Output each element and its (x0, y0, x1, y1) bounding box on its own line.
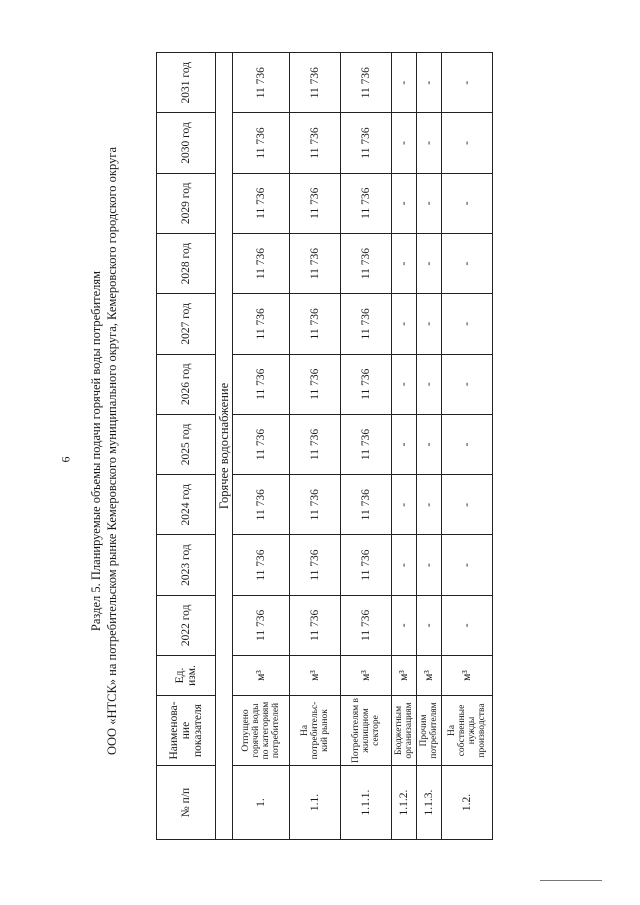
row-number: 1.1.1. (341, 766, 392, 840)
value-cell: 11 736 (290, 233, 341, 293)
value-cell: - (417, 173, 442, 233)
row-unit: м³ (417, 656, 442, 696)
value-cell: - (392, 113, 417, 173)
row-number: 1.1.3. (417, 766, 442, 840)
footer-divider (540, 880, 602, 881)
value-cell: 11 736 (341, 414, 392, 474)
section-title: Горячее водоснабжение (216, 53, 233, 840)
value-cell: - (392, 535, 417, 595)
value-cell: - (392, 595, 417, 655)
value-cell: 11 736 (341, 113, 392, 173)
header-cell: 2028 год (157, 233, 216, 293)
value-cell: 11 736 (233, 535, 290, 595)
rotated-page-content (88, 46, 588, 856)
row-name: Прочим потребителям (417, 696, 442, 766)
value-cell: 11 736 (233, 173, 290, 233)
table-row (341, 53, 392, 840)
page-number: 6 (58, 456, 73, 463)
value-cell: - (392, 475, 417, 535)
row-name: На потребительс-кий рынок (290, 696, 341, 766)
table-row (392, 53, 417, 840)
value-cell: 11 736 (341, 53, 392, 113)
value-cell: 11 736 (233, 354, 290, 414)
value-cell: - (392, 414, 417, 474)
value-cell: - (442, 294, 493, 354)
row-number: 1.2. (442, 766, 493, 840)
hot-water-volumes-table (156, 52, 493, 840)
value-cell: 11 736 (341, 595, 392, 655)
value-cell: - (442, 595, 493, 655)
heading-line-2: ООО «НТСК» на потребительском рынке Кемеровского муниципального округа, Кемеровского городского округа (105, 147, 119, 756)
value-cell: - (392, 354, 417, 414)
value-cell: - (442, 233, 493, 293)
row-number: 1.1. (290, 766, 341, 840)
value-cell: 11 736 (233, 294, 290, 354)
row-unit: м³ (392, 656, 417, 696)
row-unit: м³ (233, 656, 290, 696)
value-cell: 11 736 (233, 475, 290, 535)
value-cell: 11 736 (233, 233, 290, 293)
table-row (442, 53, 493, 840)
value-cell: 11 736 (290, 354, 341, 414)
value-cell: - (417, 595, 442, 655)
value-cell: - (417, 53, 442, 113)
value-cell: - (417, 414, 442, 474)
header-cell: Наименова-ние показателя (157, 696, 216, 766)
value-cell: 11 736 (290, 113, 341, 173)
section-heading (88, 46, 120, 856)
value-cell: - (442, 53, 493, 113)
header-cell: Ед. изм. (157, 656, 216, 696)
row-unit: м³ (341, 656, 392, 696)
value-cell: - (417, 113, 442, 173)
value-cell: - (442, 475, 493, 535)
value-cell: 11 736 (290, 595, 341, 655)
header-row (157, 53, 216, 840)
header-cell: 2022 год (157, 595, 216, 655)
value-cell: 11 736 (290, 53, 341, 113)
value-cell: 11 736 (233, 53, 290, 113)
value-cell: 11 736 (290, 414, 341, 474)
header-cell: 2031 год (157, 53, 216, 113)
value-cell: 11 736 (233, 113, 290, 173)
value-cell: - (392, 173, 417, 233)
value-cell: - (417, 475, 442, 535)
value-cell: 11 736 (341, 354, 392, 414)
header-cell: № п/п (157, 766, 216, 840)
value-cell: - (417, 294, 442, 354)
value-cell: - (392, 233, 417, 293)
value-cell: 11 736 (290, 173, 341, 233)
value-cell: - (417, 535, 442, 595)
value-cell: - (392, 294, 417, 354)
value-cell: 11 736 (341, 233, 392, 293)
header-cell: 2024 год (157, 475, 216, 535)
row-number: 1. (233, 766, 290, 840)
value-cell: 11 736 (341, 173, 392, 233)
row-name: Бюджетным организациям (392, 696, 417, 766)
table-row (290, 53, 341, 840)
value-cell: - (417, 233, 442, 293)
row-number: 1.1.2. (392, 766, 417, 840)
heading-line-1: Раздел 5. Планируемые объемы подачи горячей воды потребителям (89, 270, 103, 632)
value-cell: 11 736 (233, 595, 290, 655)
header-cell: 2025 год (157, 414, 216, 474)
header-cell: 2027 год (157, 294, 216, 354)
value-cell: - (442, 354, 493, 414)
table-row (233, 53, 290, 840)
value-cell: - (442, 173, 493, 233)
value-cell: - (417, 354, 442, 414)
value-cell: 11 736 (341, 475, 392, 535)
value-cell: - (442, 535, 493, 595)
value-cell: 11 736 (290, 535, 341, 595)
header-cell: 2023 год (157, 535, 216, 595)
value-cell: 11 736 (341, 535, 392, 595)
row-name: На собственные нужды производства (442, 696, 493, 766)
value-cell: - (392, 53, 417, 113)
row-unit: м³ (290, 656, 341, 696)
header-cell: 2029 год (157, 173, 216, 233)
row-unit: м³ (442, 656, 493, 696)
row-name: Отпущено горячей воды по категориям потребителей (233, 696, 290, 766)
value-cell: 11 736 (233, 414, 290, 474)
row-name: Потребителям в жилищном секторе (341, 696, 392, 766)
value-cell: 11 736 (290, 475, 341, 535)
value-cell: - (442, 113, 493, 173)
value-cell: 11 736 (341, 294, 392, 354)
value-cell: 11 736 (290, 294, 341, 354)
header-cell: 2026 год (157, 354, 216, 414)
section-row (216, 53, 233, 840)
table-row (417, 53, 442, 840)
value-cell: - (442, 414, 493, 474)
header-cell: 2030 год (157, 113, 216, 173)
